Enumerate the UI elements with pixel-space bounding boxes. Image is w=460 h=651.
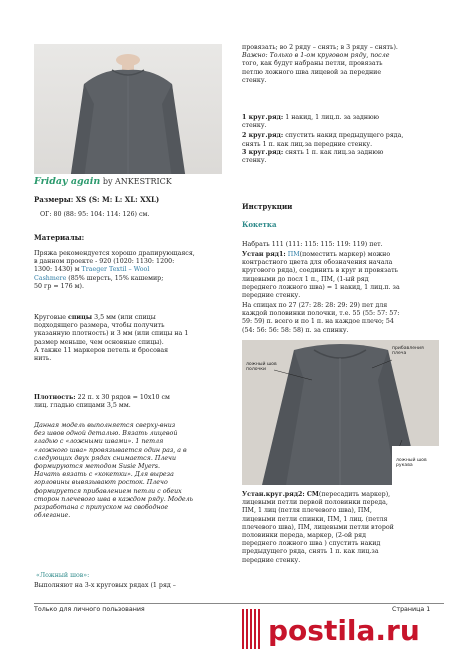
- shoulders-block: На спицах по 27 (27: 28: 28: 29: 29) пет для каждой половинки полочки, т.е. 55 (55: 57: 57: 59: 59) п. всего и по 1 п. на каждое плечо; 54 (54: 56: 56: 58: 58) п. за спинку.: [242, 302, 400, 334]
- instructions-heading: Инструкции: [242, 202, 293, 211]
- description-italic: Данная модель выполняется сверху-вниз без швов одной деталью. Вязать лицевой гладью с «ложными швами». 1 петля «ложного шва» провязывается один раз, а в следующих двух рядах снимается. Плечи формируются методом Susie Myers. Начать вязать с «кокетки». Для выреза горловины вывязывают росток. Плечо формируется прибавлением петли с обеих сторон плечевого шва в каждом ряду. Модель разработана с припуском на свободное облегание.: [34, 422, 194, 520]
- yarn-name: Traeger Textil – Wool: [81, 266, 150, 274]
- footer-divider: [34, 603, 444, 604]
- false-seam-heading: «Ложный шов»:: [36, 572, 90, 579]
- density-block: Плотность: 22 п. х 30 рядов = 10x10 см лиц. гладью спицами 3,5 мм.: [34, 394, 170, 410]
- label-false-seam-front: ложный шов полочки: [246, 362, 277, 373]
- label-false-seam-sleeve: ложный шов рукава: [396, 458, 427, 469]
- postila-watermark: [238, 607, 460, 651]
- rows-block: 1 круг.ряд: 1 накид, 1 лиц.п. за заднюю стенку. 2 круг.ряд: спустить накид предыдущего ряда, снять 1 п. как лиц.за передние стенку. 3 круг.ряд: снять 1 п. как лиц.за заднюю стенку.: [242, 114, 404, 165]
- materials-block: Пряжа рекомендуется хорошо драпирующаяся, в данном проекте - 920 (1020: 1130: 1200: 1300: 1430) м Traeger Textil – Wool Cashmere (85% шерсть, 15% кашемир; 50 гр = 176 м).: [34, 250, 195, 290]
- sweater-figure-graphic: [64, 54, 192, 174]
- sweater-photo-detail: [242, 340, 439, 485]
- false-seam-line: Выполняют на 3-х круговых рядах (1 ряд –: [34, 582, 176, 589]
- materials-heading: Материалы:: [34, 233, 85, 242]
- bust-size-line: ОГ: 80 (88: 95: 104: 114: 126) см.: [40, 211, 150, 218]
- needles-block: Круговые спицы 3,5 мм (или спицы подходящего размера, чтобы получить указанную плотность) и 3 мм (или спицы на 1 размер меньше, чем основные спицы). А также 11 маркеров петель и бросовая нить.: [34, 314, 189, 363]
- page-number: Страница 1: [392, 606, 431, 613]
- watermark-text: postila.ru: [268, 614, 420, 647]
- pattern-name: Friday again: [34, 176, 101, 187]
- sizes-line: Размеры: XS (S: M: L: XL: XXL): [34, 195, 160, 204]
- pattern-title: [34, 176, 172, 187]
- footer-note: Только для личного пользования: [34, 606, 145, 613]
- yoke-heading: Кокетка: [242, 220, 277, 229]
- right-top-block: провязать; во 2 ряду – снять; в 3 ряду – снять). Важно: Только в 1-ом круговом ряду, после того, как будут набраны петли, провязать петлю ложного шва лицевой за передние стенку.: [242, 44, 398, 84]
- pattern-author: by ANKESTRICK: [102, 177, 172, 186]
- sweater-photo-top: [34, 44, 222, 174]
- row2-block: Устан.круг.ряд2: СМ(пересадить маркер), лицевыми петли первой половинки переда, ПМ, 1 лиц (петля плечевого шва), ПМ, лицевыми петли спинки, ПМ, 1 лиц. (петля плечевого шва), ПМ, лицевыми петли второй половинки переда, маркер, (2-ой ряд переднего ложного шва ) спустить накид предыдущего ряда, снять 1 п. как лиц.за передние стенку.: [242, 491, 394, 564]
- cast-on-line: Набрать 111 (111: 115: 115: 119: 119) пет.: [242, 241, 383, 248]
- row1-block: Устан ряд1: ПМ(поместить маркер) можно контрастного цвета для обозначения начала кругового ряда), соединить в круг и провязать лицевыми до посл 1 п., ПМ, (1-ый ряд переднего ложного шва) = 1 накид, 1 лиц.п. за передние стенку.: [242, 251, 400, 300]
- label-shoulder-increase: прибавления плеча: [392, 346, 424, 357]
